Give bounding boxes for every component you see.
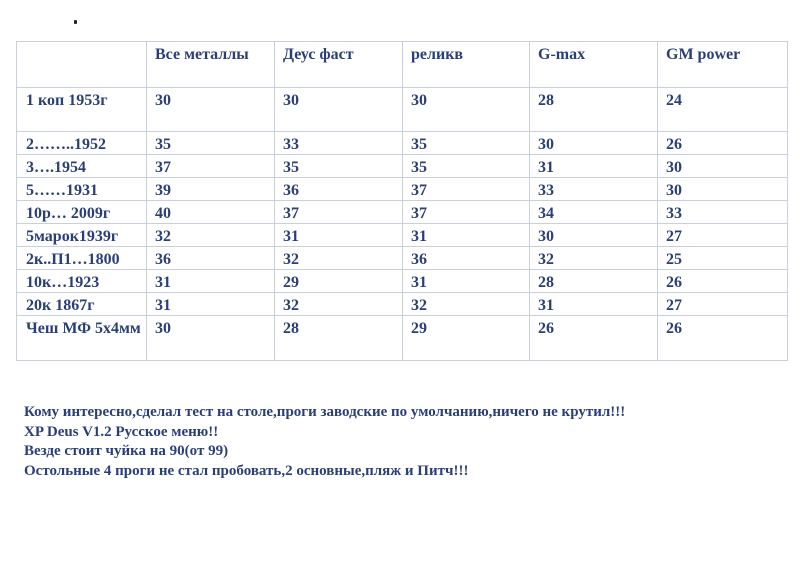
value-cell: 37 bbox=[147, 155, 275, 178]
header-cell-g-max: G-max bbox=[530, 42, 658, 88]
coin-label-cell: 5марок1939г bbox=[17, 224, 147, 247]
coin-label-cell: Чеш МФ 5х4мм bbox=[17, 316, 147, 361]
value-cell: 26 bbox=[658, 316, 788, 361]
value-cell: 31 bbox=[530, 155, 658, 178]
value-cell: 29 bbox=[403, 316, 530, 361]
value-cell: 26 bbox=[658, 270, 788, 293]
header-cell-all-metals: Все металлы bbox=[147, 42, 275, 88]
value-cell: 40 bbox=[147, 201, 275, 224]
table-row bbox=[17, 316, 788, 361]
value-cell: 30 bbox=[147, 316, 275, 361]
table-row bbox=[17, 201, 788, 224]
table-row bbox=[17, 178, 788, 201]
value-cell: 28 bbox=[530, 270, 658, 293]
value-cell: 37 bbox=[403, 201, 530, 224]
table-row bbox=[17, 155, 788, 178]
coin-label-cell: 1 коп 1953г bbox=[17, 88, 147, 132]
value-cell: 37 bbox=[403, 178, 530, 201]
coin-label-cell: 5……1931 bbox=[17, 178, 147, 201]
value-cell: 35 bbox=[403, 132, 530, 155]
value-cell: 30 bbox=[275, 88, 403, 132]
header-cell-gm-power: GM power bbox=[658, 42, 788, 88]
table-row bbox=[17, 132, 788, 155]
test-notes bbox=[24, 403, 764, 481]
coin-label-cell: 2……..1952 bbox=[17, 132, 147, 155]
value-cell: 30 bbox=[530, 224, 658, 247]
table-row bbox=[17, 270, 788, 293]
value-cell: 30 bbox=[403, 88, 530, 132]
scan-speck bbox=[74, 20, 77, 24]
results-table bbox=[16, 41, 788, 361]
value-cell: 25 bbox=[658, 247, 788, 270]
table-row bbox=[17, 88, 788, 132]
value-cell: 30 bbox=[658, 178, 788, 201]
value-cell: 27 bbox=[658, 224, 788, 247]
value-cell: 24 bbox=[658, 88, 788, 132]
value-cell: 32 bbox=[275, 247, 403, 270]
value-cell: 31 bbox=[403, 270, 530, 293]
table-row bbox=[17, 247, 788, 270]
value-cell: 27 bbox=[658, 293, 788, 316]
value-cell: 35 bbox=[275, 155, 403, 178]
note-line: Кому интересно,сделал тест на столе,проги заводские по умолчанию,ничего не крутил!!! bbox=[24, 404, 626, 420]
table-row bbox=[17, 224, 788, 247]
value-cell: 39 bbox=[147, 178, 275, 201]
value-cell: 30 bbox=[147, 88, 275, 132]
value-cell: 36 bbox=[403, 247, 530, 270]
note-line: Остольные 4 проги не стал пробовать,2 основные,пляж и Питч!!! bbox=[24, 462, 469, 479]
value-cell: 31 bbox=[403, 224, 530, 247]
value-cell: 32 bbox=[275, 293, 403, 316]
table-row bbox=[17, 293, 788, 316]
value-cell: 31 bbox=[275, 224, 403, 247]
results-table-container bbox=[16, 41, 788, 361]
coin-label-cell: 3….1954 bbox=[17, 155, 147, 178]
value-cell: 35 bbox=[147, 132, 275, 155]
value-cell: 32 bbox=[147, 224, 275, 247]
value-cell: 31 bbox=[530, 293, 658, 316]
header-row bbox=[17, 42, 788, 88]
coin-label-cell: 10к…1923 bbox=[17, 270, 147, 293]
value-cell: 31 bbox=[147, 270, 275, 293]
value-cell: 34 bbox=[530, 201, 658, 224]
value-cell: 28 bbox=[275, 316, 403, 361]
value-cell: 30 bbox=[658, 155, 788, 178]
value-cell: 28 bbox=[530, 88, 658, 132]
value-cell: 36 bbox=[275, 178, 403, 201]
value-cell: 37 bbox=[275, 201, 403, 224]
value-cell: 26 bbox=[658, 132, 788, 155]
value-cell: 29 bbox=[275, 270, 403, 293]
header-cell-relic: реликв bbox=[403, 42, 530, 88]
coin-label-cell: 10р… 2009г bbox=[17, 201, 147, 224]
note-line: Везде стоит чуйка на 90(от 99) bbox=[24, 443, 229, 459]
value-cell: 30 bbox=[530, 132, 658, 155]
value-cell: 32 bbox=[403, 293, 530, 316]
note-line: XP Deus V1.2 Русское меню!! bbox=[24, 423, 219, 440]
coin-label-cell: 20к 1867г bbox=[17, 293, 147, 316]
value-cell: 33 bbox=[530, 178, 658, 201]
coin-label-cell: 2к..П1…1800 bbox=[17, 247, 147, 270]
value-cell: 33 bbox=[658, 201, 788, 224]
header-cell-deus-fast: Деус фаст bbox=[275, 42, 403, 88]
value-cell: 26 bbox=[530, 316, 658, 361]
value-cell: 36 bbox=[147, 247, 275, 270]
value-cell: 33 bbox=[275, 132, 403, 155]
value-cell: 35 bbox=[403, 155, 530, 178]
header-cell-corner bbox=[17, 42, 147, 88]
value-cell: 32 bbox=[530, 247, 658, 270]
value-cell: 31 bbox=[147, 293, 275, 316]
